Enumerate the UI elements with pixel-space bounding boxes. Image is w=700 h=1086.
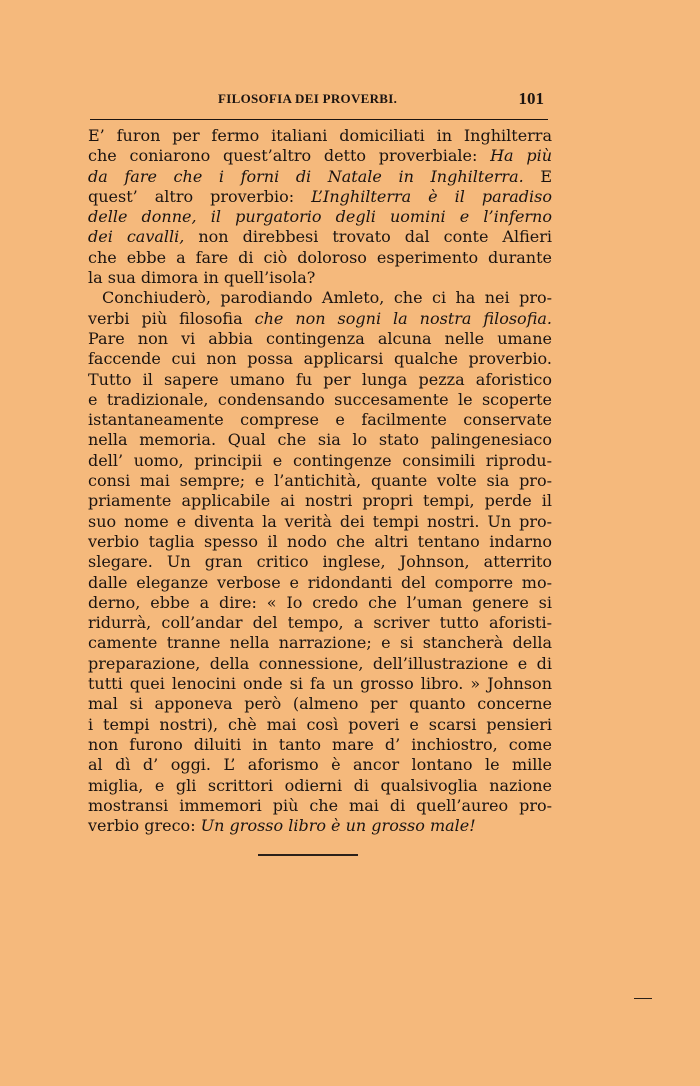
text-segment: dalle eleganze verbose e ridondanti del comporre mo- (88, 572, 552, 592)
text-segment: suo nome e diventa la verità dei tempi nostri. Un pro- (88, 511, 552, 531)
text-line (88, 451, 552, 471)
italic-text: Ha più (490, 146, 552, 166)
text-line (88, 776, 552, 796)
italic-text: da fare che i forni di Natale in Inghilterra. (88, 166, 541, 186)
body-text (88, 126, 552, 836)
text-segment: consi mai sempre; e l’antichità, quante volte sia pro- (88, 471, 552, 491)
text-line (88, 816, 552, 836)
text-line (88, 633, 552, 653)
text-segment: istantaneamente comprese e facilmente conservate (88, 410, 552, 430)
text-line (88, 512, 552, 532)
text-line (88, 694, 552, 714)
text-segment: E (540, 166, 552, 186)
running-header (88, 88, 556, 108)
text-line (88, 532, 552, 552)
text-segment: quest’ altro proverbio: (88, 186, 312, 206)
italic-text: che non sogni la nostra filosofia. (254, 308, 552, 328)
text-line (88, 654, 552, 674)
text-line (88, 715, 552, 735)
text-line (88, 268, 552, 288)
text-segment: e tradizionale, condensando succesamente le scoperte (88, 389, 552, 409)
text-segment: priamente applicabile ai nostri propri tempi, perde il (88, 491, 552, 511)
text-segment: preparazione, della connessione, dell’illustrazione e di (88, 653, 552, 673)
text-line (88, 329, 552, 349)
text-segment: faccende cui non possa applicarsi qualche proverbio. (88, 349, 552, 369)
italic-text: delle donne, il purgatorio degli uomini e l’inferno (88, 207, 552, 227)
text-segment: camente tranne nella narrazione; e si stancherà della (88, 633, 552, 653)
text-line (88, 735, 552, 755)
italic-text: Un grosso libro è un grosso male! (200, 816, 476, 836)
text-segment: al dì d’ oggi. L’ aforismo è ancor lontano le mille (88, 755, 552, 775)
text-segment: Conchiuderò, parodiando Amleto, che ci ha nei pro- (102, 288, 552, 308)
text-line (88, 167, 552, 187)
text-line (88, 573, 552, 593)
text-line (88, 207, 552, 227)
text-line (88, 288, 552, 308)
text-segment: tutti quei lenocini onde si fa un grosso libro. » Johnson (88, 674, 552, 694)
header-rule (90, 119, 548, 120)
text-line (88, 248, 552, 268)
text-segment: la sua dimora in quell’isola? (88, 268, 316, 288)
text-segment: slegare. Un gran critico inglese, Johnson, atterrito (88, 552, 552, 572)
text-line (88, 755, 552, 775)
text-segment: non direbbesi trovato dal conte Alfieri (184, 227, 553, 247)
text-line (88, 593, 552, 613)
text-segment: E’ furon per fermo italiani domiciliati in Inghilterra (88, 126, 552, 145)
page-number: 101 (518, 89, 544, 108)
text-segment: non furono diluiti in tanto mare d’ inchiostro, come (88, 734, 552, 754)
text-line (88, 349, 552, 369)
text-line (88, 187, 552, 207)
text-segment: che ebbe a fare di ciò doloroso esperimento durante (88, 247, 552, 267)
text-line (88, 309, 552, 329)
text-segment: miglia, e gli scrittori odierni di qualsivoglia nazione (88, 775, 552, 795)
text-line (88, 126, 552, 146)
italic-text: dei cavalli, (88, 227, 185, 247)
text-line (88, 491, 552, 511)
text-line (88, 146, 552, 166)
text-line (88, 471, 552, 491)
text-segment: nella memoria. Qual che sia lo stato palingenesiaco (88, 430, 552, 450)
text-line (88, 390, 552, 410)
text-line (88, 227, 552, 247)
text-segment: Tutto il sapere umano fu per lunga pezza aforistico (88, 369, 552, 389)
end-rule (258, 854, 358, 856)
text-segment: derno, ebbe a dire: « Io credo che l’uman genere si (88, 592, 552, 612)
text-segment: verbio greco: (88, 816, 201, 836)
text-segment: Pare non vi abbia contingenza alcuna nelle umane (88, 328, 552, 348)
text-segment: mostransi immemori più che mai di quell’aureo pro- (88, 795, 552, 815)
text-line (88, 370, 552, 390)
text-segment: verbi più filosofia (88, 308, 255, 328)
italic-text: L’Inghilterra è il paradiso (311, 186, 552, 206)
text-segment: che coniarono quest’altro detto proverbiale: (88, 146, 491, 166)
margin-mark (634, 998, 652, 999)
text-segment: i tempi nostri), chè mai così poveri e scarsi pensieri (88, 714, 552, 734)
text-line (88, 430, 552, 450)
text-segment: mal si apponeva però (almeno per quanto concerne (88, 694, 552, 714)
text-segment: ridurrà, coll’andar del tempo, a scriver tutto aforisti- (88, 613, 552, 633)
text-line (88, 674, 552, 694)
text-line (88, 796, 552, 816)
text-segment: dell’ uomo, principii e contingenze consimili riprodu- (88, 450, 552, 470)
running-title: FILOSOFIA DEI PROVERBI. (218, 91, 398, 106)
text-line (88, 613, 552, 633)
text-line (88, 552, 552, 572)
text-segment: verbio taglia spesso il nodo che altri tentano indarno (88, 531, 552, 551)
text-line (88, 410, 552, 430)
